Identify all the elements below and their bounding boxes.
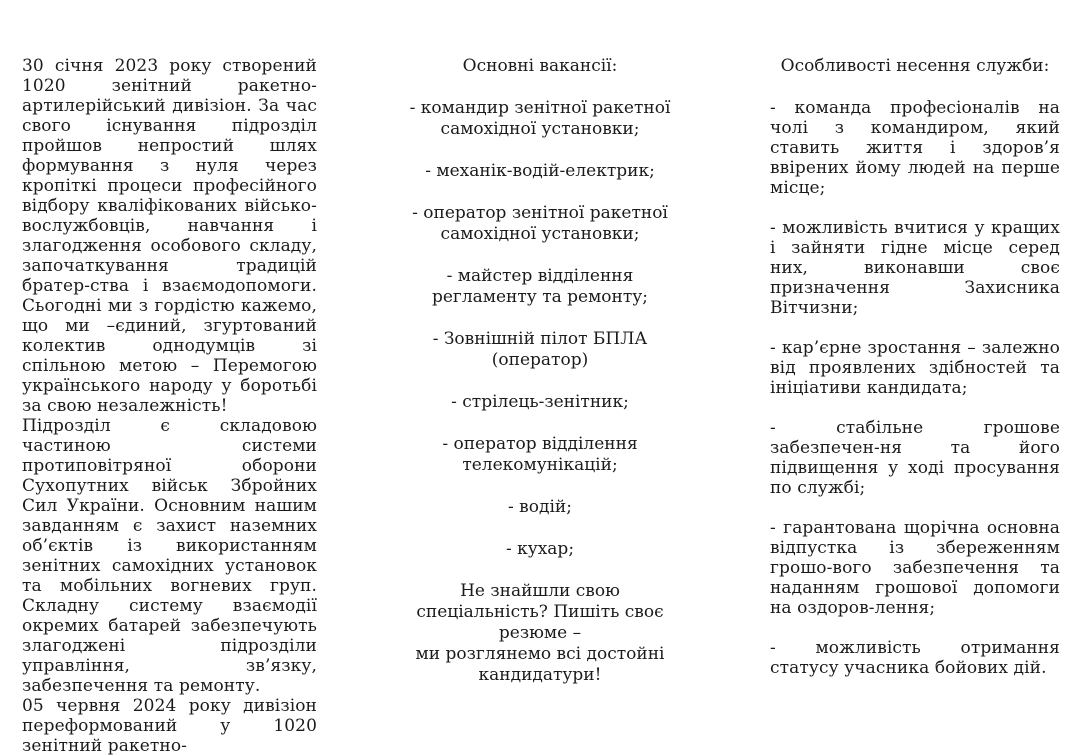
feature-item-learning: - можливість вчитися у кращих і зайняти гідне місце серед них, виконавши своє призначення Захисника Вітчизни; bbox=[770, 218, 1060, 318]
vacancy-item-driver: - водій; bbox=[508, 497, 572, 517]
feature-item-pay: - стабільне грошове забезпечен-ня та його підвищення у ході просування по службі; bbox=[770, 418, 1060, 498]
vacancies-column bbox=[405, 56, 675, 686]
unit-history-column bbox=[22, 56, 317, 756]
feature-item-career: - кар’єрне зростання – залежно від проявлених здібностей та ініціативи кандидата; bbox=[770, 338, 1060, 398]
history-paragraph-1: 30 січня 2023 року створений 1020 зенітний ракетно-артилерійський дивізіон. За час свого існування підрозділ пройшов непростий шлях формування з нуля через кропіткі процеси професійного відбору кваліфікованих військо-вослужбовців, навчання і злагодження особового складу, започаткування традицій братер-ства і взаємодопомоги. Сьогодні ми з гордістю кажемо, що ми –єдиний, згуртований колектив однодумців зі спільною метою – Перемогою українського народу у боротьбі за свою незалежність! bbox=[22, 56, 317, 416]
vacancy-item-aa-gunner: - стрілець-зенітник; bbox=[451, 392, 629, 412]
feature-item-team: - команда професіоналів на чолі з командиром, який ставить життя і здоров’я ввірених йому людей на перше місце; bbox=[770, 98, 1060, 198]
vacancies-footer-line-2: ми розглянемо всі достойні кандидатури! bbox=[415, 644, 665, 685]
vacancy-item-operator-spaag: - оператор зенітної ракетної самохідної установки; bbox=[412, 203, 668, 244]
history-paragraph-2: Підрозділ є складовою частиною системи протиповітряної оборони Сухопутних військ Збройних Сил України. Основним нашим завданням є захист наземних об’єктів із використанням зенітних самохідних установок та мобільних вогневих груп. Складну систему взаємодії окремих батарей забезпечують злагоджені підрозділи управління, зв’язку, забезпечення та ремонту. bbox=[22, 416, 317, 696]
vacancies-footer bbox=[405, 581, 675, 686]
service-features-column bbox=[770, 56, 1060, 698]
vacancy-item-mechanic-driver: - механік-водій-електрик; bbox=[425, 161, 655, 181]
vacancies-heading: Основні вакансії: bbox=[462, 56, 618, 76]
vacancy-item-maintenance-master: - майстер відділення регламенту та ремонту; bbox=[431, 266, 649, 307]
vacancy-item-cook: - кухар; bbox=[505, 539, 575, 559]
service-features-heading: Особливості несення служби: bbox=[780, 56, 1050, 76]
history-paragraph-3: 05 червня 2024 року дивізіон переформований у 1020 зенітний ракетно- bbox=[22, 696, 317, 756]
feature-item-combatant-status: - можливість отримання статусу учасника бойових дій. bbox=[770, 638, 1060, 678]
vacancy-item-commander: - командир зенітної ракетної самохідної установки; bbox=[409, 98, 671, 139]
vacancy-item-telecom-operator: - оператор відділення телекомунікацій; bbox=[442, 434, 638, 475]
vacancy-item-uav-pilot: - Зовнішній пілот БПЛА (оператор) bbox=[432, 329, 648, 370]
vacancies-footer-line-1: Не знайшли свою спеціальність? Пишіть своє резюме – bbox=[416, 581, 664, 643]
feature-item-vacation: - гарантована щорічна основна відпустка із збереженням грошо-вого забезпечення та наданням грошової допомоги на оздоров-лення; bbox=[770, 518, 1060, 618]
